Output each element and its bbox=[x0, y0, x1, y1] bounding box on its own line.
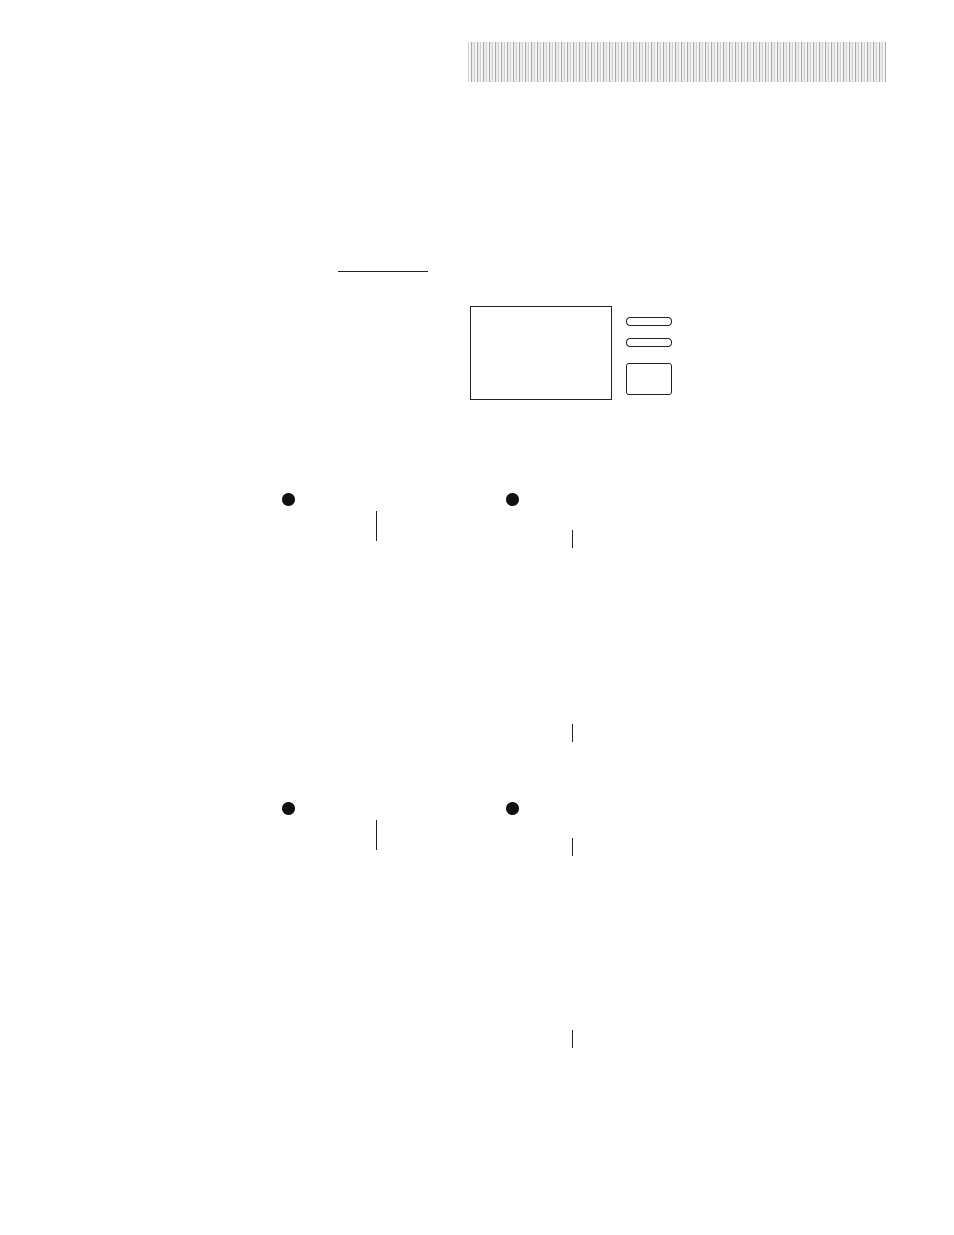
badge-a bbox=[282, 493, 295, 506]
start-button-illustration bbox=[626, 363, 672, 395]
telephone-area-title bbox=[282, 802, 299, 820]
function-area-title bbox=[506, 493, 523, 511]
telephone-area-title bbox=[282, 493, 299, 511]
copy-button-illustration bbox=[626, 317, 672, 326]
one-touch-keypad-illustration bbox=[470, 306, 612, 400]
function-area-title bbox=[506, 802, 523, 820]
stop-button-illustration bbox=[626, 338, 672, 347]
blank-underline bbox=[338, 271, 428, 272]
badge-a bbox=[282, 802, 295, 815]
fax-panel-diagram-725m bbox=[287, 843, 702, 1043]
fax-panel-diagram-675 bbox=[287, 534, 702, 734]
badge-c bbox=[506, 493, 519, 506]
badge-c bbox=[506, 802, 519, 815]
header-texture-band bbox=[468, 42, 886, 82]
